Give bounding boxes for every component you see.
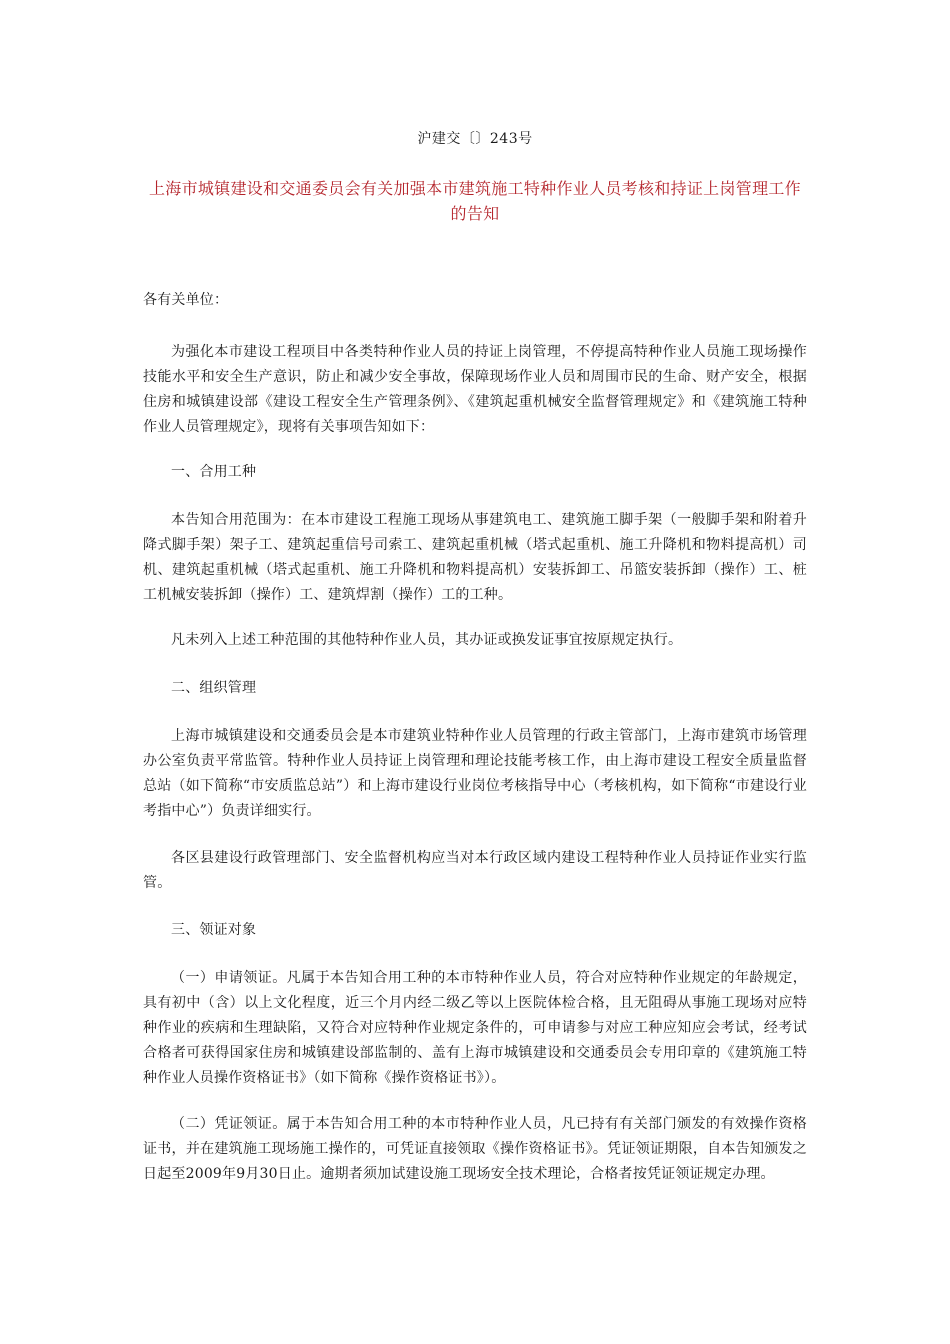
document-number: 沪建交〔〕243号 (417, 131, 533, 147)
section-heading-2: 二、组织管理 (171, 680, 257, 696)
district-supervision-paragraph: 各区县建设行政管理部门、安全监督机构应当对本行政区域内建设工程特种作业人员持证作业实行监管。 (143, 850, 807, 891)
salutation: 各有关单位： (143, 292, 229, 308)
intro-paragraph: 为强化本市建设工程项目中各类特种作业人员的持证上岗管理，不停提高特种作业人员施工现场操作技能水平和安全生产意识，防止和减少安全事故，保障现场作业人员和周围市民的生命、财产安全，根据住房和城镇建设部《建设工程安全生产管理条例》、《建筑起重机械安全监督管理规定》和《建筑施工特种作业人员管理规定》，现将有关事项告知如下： (143, 344, 807, 435)
scope-paragraph: 本告知合用范围为：在本市建设工程施工现场从事建筑电工、建筑施工脚手架（一般脚手架和附着升降式脚手架）架子工、建筑起重信号司索工、建筑起重机械（塔式起重机、施工升降机和物料提高机）司机、建筑起重机械（塔式起重机、施工升降机和物料提高机）安装拆卸工、吊篮安装拆卸（操作）工、桩工机械安装拆卸（操作）工、建筑焊割（操作）工的工种。 (143, 512, 807, 603)
section-heading-3: 三、领证对象 (171, 922, 257, 938)
management-paragraph: 上海市城镇建设和交通委员会是本市建筑业特种作业人员管理的行政主管部门，上海市建筑市场管理办公室负责平常监管。特种作业人员持证上岗管理和理论技能考核工作，由上海市建设工程安全质量监督总站（如下简称“市安质监总站”）和上海市建设行业岗位考核指导中心（考核机构，如下简称“市建设行业考指中心”）负责详细实行。 (143, 728, 807, 819)
document-title: 上海市城镇建设和交通委员会有关加强本市建筑施工特种作业人员考核和持证上岗管理工作的告知 (148, 179, 801, 223)
other-workers-paragraph: 凡未列入上述工种范围的其他特种作业人员，其办证或换发证事宜按原规定执行。 (171, 632, 683, 648)
apply-certificate-paragraph: （一）申请领证。凡属于本告知合用工种的本市特种作业人员，符合对应特种作业规定的年龄规定，具有初中（含）以上文化程度，近三个月内经二级乙等以上医院体检合格，且无阻碍从事施工现场对应特种作业的疾病和生理缺陷，又符合对应特种作业规定条件的，可申请参与对应工种应知应会考试，经考试合格者可获得国家住房和城镇建设部监制的、盖有上海市城镇建设和交通委员会专用印章的《建筑施工特种作业人员操作资格证书》（如下简称《操作资格证书》）。 (143, 970, 807, 1086)
existing-certificate-paragraph: （二）凭证领证。属于本告知合用工种的本市特种作业人员，凡已持有有关部门颁发的有效操作资格证书，并在建筑施工现场施工操作的，可凭证直接领取《操作资格证书》。凭证领证期限，自本告知颁发之日起至2009年9月30日止。逾期者须加试建设施工现场安全技术理论，合格者按凭证领证规定办理。 (143, 1116, 807, 1182)
section-heading-1: 一、合用工种 (171, 464, 257, 480)
